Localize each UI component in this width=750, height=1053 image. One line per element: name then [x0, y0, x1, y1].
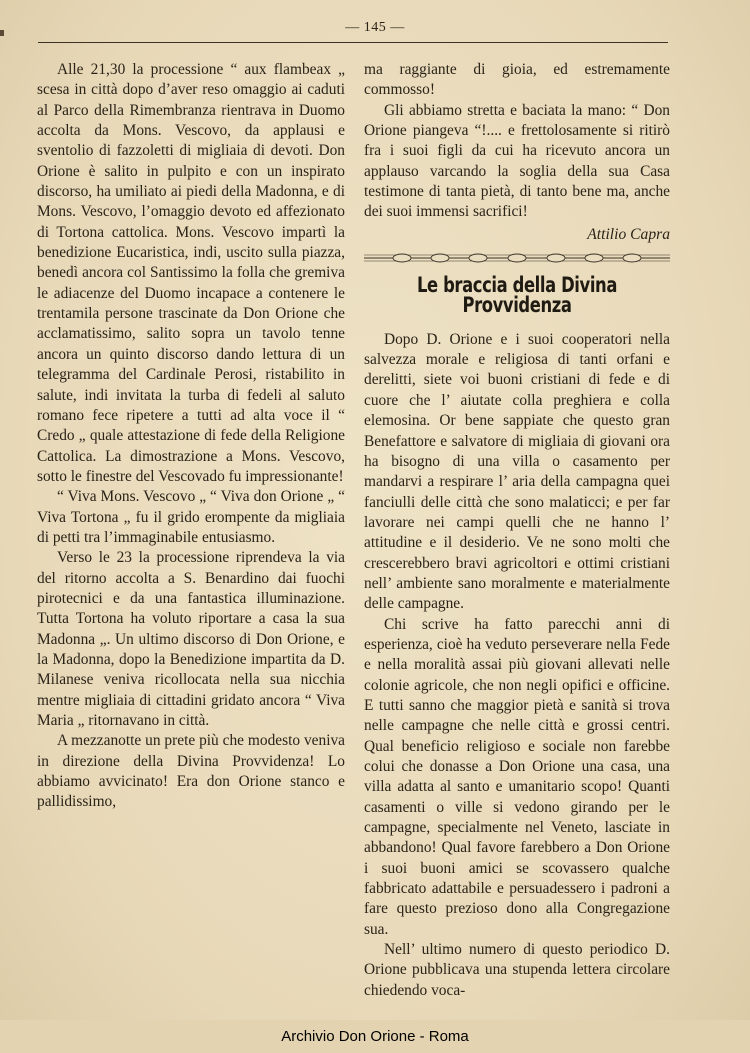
- right-paragraph-1: Dopo D. Orione e i suoi cooperatori nella salvezza morale e religiosa di tanti orfani e derelitti, siete voi buoni cristiani di fede e di cuore che l’ aiutate colla preghiera e colla elemosina. Or bene sappiate che questo gran Benefattore e salvatore di migliaia di giovani ora ha bisogno di una villa o casamento per mandarvi a respirare l’ aria della campagna quei fanciulli delle città che sono malaticci; e per far lavorare nei campi quelli che ne hanno l’ attitudine e il desiderio. Ve ne sono molti che crescerebbero bravi agricoltori e ottimi cristiani nell’ ambiente sano moralmente e materialmente delle campagne.: [364, 330, 670, 613]
- page-number: — 145 —: [345, 20, 405, 35]
- right-paragraph-pre-signature: Gli abbiamo stretta e baciata la mano: “ Don Orione piangeva “!.... e frettolosamente si ritirò fra i suoi figli da cui ha ricevuto ancora un applauso varcando la soglia della sua Casa testimone di tanta pietà, di tanto bene ma, anche dei suoi immensi sacrifici!: [364, 101, 670, 221]
- archive-footer: Archivio Don Orione - Roma: [281, 1028, 469, 1045]
- right-column: [364, 60, 670, 1001]
- left-column: [37, 60, 345, 813]
- author-signature: Attilio Capra: [587, 225, 670, 243]
- left-paragraph-3: Verso le 23 la processione riprendeva la via del ritorno accolta a S. Benardino dai fuochi pirotecnici e da una fantastica illuminazione. Tutta Tortona ha voluto riportare a casa la sua Madonna „. Un ultimo discorso di Don Orione, e la Madonna, dopo la Benedizione impartita da D. Milanese veniva ricollocata nella sua nicchia mentre migliaia di cittadini gridato ancora “ Viva Maria „ ritornavano in città.: [37, 549, 345, 729]
- right-paragraph-2: Chi scrive ha fatto parecchi anni di esperienza, cioè ha veduto perseverare nella Fede e nella moralità assai più giovani allevati nelle colonie agricole, che non negli opifici e officine. E tutti sanno che maggior pietà e sanità si trova nelle campagne che nelle città e grossi centri. Qual beneficio religioso e sociale non farebbe colui che donasse a Don Orione una casa, una villa adatta al santo e umanitario scopo! Quanti casamenti o ville si vedono girando per le campagne, specialmente nel Veneto, lasciate in abbandono! Qual favore farebbero a Don Orione i suoi buoni amici se scovassero qualche fabbricato adattabile e persuadessero i padroni a fare questo prezioso dono alla Congregazione sua.: [364, 615, 670, 938]
- left-paragraph-4: A mezzanotte un prete più che modesto veniva in direzione della Divina Provvidenza! Lo abbiamo avvicinato! Era don Orione stanco e pallidissimo,: [37, 732, 345, 811]
- header-rule: [38, 42, 668, 43]
- left-paragraph-2: “ Viva Mons. Vescovo „ “ Viva don Orione „ “ Viva Tortona „ fu il grido erompente da migliaia di petti tra l’immaginabile entusiasmo.: [37, 488, 345, 546]
- decorative-divider: [364, 251, 670, 265]
- right-continuation: ma raggiante di gioia, ed estremamente commosso!: [364, 61, 670, 99]
- section-title: Le braccia della Divina Provvidenza: [417, 273, 617, 318]
- left-paragraph-1: Alle 21,30 la processione “ aux flambeax „ scesa in città dopo d’aver reso omaggio ai caduti al Parco della Rimembranza rientrava in Duomo accolta da Mons. Vescovo, da applausi e sventolio di fazzoletti di migliaia di devoti. Don Orione è salito in pulpito e con un inspirato discorso, ha umiliato ai piedi della Madonna, e di Mons. Vescovo, l’omaggio devoto ed affezionato di Tortona cattolica. Mons. Vescovo impartì la benedizione Eucaristica, indi, uscito sulla piazza, benedì ancora col Santissimo la folla che gremiva le adiacenze del Duomo incapace a contenere le trentamila persone trascinate da Don Orione che acclamatissimo, salito sopra un tavolo tenne ancora un quinto discorso dando lettura di un telegramma del Cardinale Perosi, ristabilito in salute, indi invitata la turba di fedeli al saluto romano fece ripetere a tutti ad alta voce il “ Credo „ quale attestazione di fede della Religione Cattolica. La dimostrazione a Mons. Vescovo, sotto le finestre del Vescovado fu impressionante!: [37, 61, 345, 485]
- right-paragraph-3: Nell’ ultimo numero di questo periodico D. Orione pubblicava una stupenda lettera circolare chiedendo voca-: [364, 941, 670, 999]
